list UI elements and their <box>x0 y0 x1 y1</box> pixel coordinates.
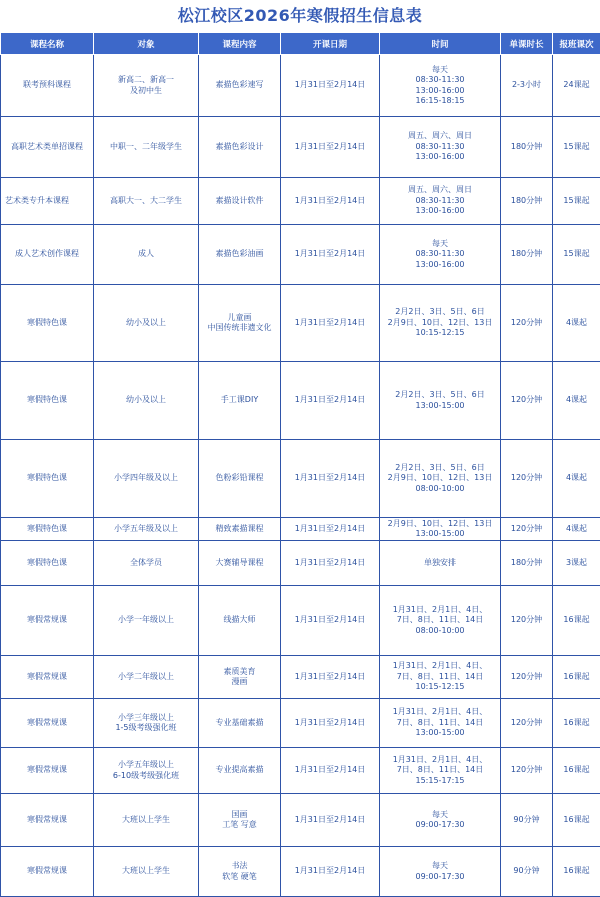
cell-duration: 180分钟 <box>501 117 553 178</box>
cell-sessions: 15课起 <box>553 117 600 178</box>
cell-target: 小学二年级以上 <box>94 656 199 699</box>
cell-date: 1月31日至2月14日 <box>281 794 380 847</box>
cell-time: 1月31日、2月1日、4日、 7日、8日、11日、14日 13:00-15:00 <box>380 699 501 748</box>
cell-content: 素描色彩速写 <box>199 55 281 117</box>
cell-sessions: 4课起 <box>553 518 600 541</box>
table-row <box>1 117 600 178</box>
cell-date: 1月31日至2月14日 <box>281 656 380 699</box>
cell-time: 2月2日、3日、5日、6日 13:00-15:00 <box>380 362 501 440</box>
cell-time: 2月2日、3日、5日、6日 2月9日、10日、12日、13日 08:00-10:00 <box>380 440 501 518</box>
cell-course-name: 寒假特色课 <box>1 285 94 362</box>
cell-duration: 120分钟 <box>501 518 553 541</box>
cell-content: 精致素描课程 <box>199 518 281 541</box>
cell-target: 小学四年级及以上 <box>94 440 199 518</box>
table-row <box>1 225 600 285</box>
cell-sessions: 24课起 <box>553 55 600 117</box>
cell-duration: 180分钟 <box>501 178 553 225</box>
cell-content: 专业基础素描 <box>199 699 281 748</box>
cell-date: 1月31日至2月14日 <box>281 55 380 117</box>
cell-target: 中职一、二年级学生 <box>94 117 199 178</box>
table-row <box>1 178 600 225</box>
cell-course-name: 高职艺术类单招课程 <box>1 117 94 178</box>
cell-course-name: 寒假常规课 <box>1 699 94 748</box>
cell-duration: 120分钟 <box>501 656 553 699</box>
page-title: 松江校区2026年寒假招生信息表 <box>0 0 600 32</box>
cell-course-name: 艺术类专升本课程 <box>1 178 94 225</box>
cell-content: 素描色彩油画 <box>199 225 281 285</box>
cell-time: 每天 09:00-17:30 <box>380 847 501 897</box>
header-sessions: 报班课次 <box>553 33 600 55</box>
cell-content: 素描设计软件 <box>199 178 281 225</box>
cell-time: 周五、周六、周日 08:30-11:30 13:00-16:00 <box>380 178 501 225</box>
cell-target: 小学三年级以上 1-5级考级强化班 <box>94 699 199 748</box>
cell-content: 儿童画 中国传统非遗文化 <box>199 285 281 362</box>
table-row <box>1 55 600 117</box>
cell-content: 色粉彩铅课程 <box>199 440 281 518</box>
table-row <box>1 699 600 748</box>
header-time: 时间 <box>380 33 501 55</box>
cell-target: 大班以上学生 <box>94 847 199 897</box>
cell-time: 每天 09:00-17:30 <box>380 794 501 847</box>
cell-time: 单独安排 <box>380 541 501 586</box>
header-course-name: 课程名称 <box>1 33 94 55</box>
cell-date: 1月31日至2月14日 <box>281 748 380 794</box>
cell-time: 每天 08:30-11:30 13:00-16:00 <box>380 225 501 285</box>
cell-time: 每天 08:30-11:30 13:00-16:00 16:15-18:15 <box>380 55 501 117</box>
cell-date: 1月31日至2月14日 <box>281 285 380 362</box>
cell-date: 1月31日至2月14日 <box>281 178 380 225</box>
cell-duration: 120分钟 <box>501 440 553 518</box>
table-row <box>1 586 600 656</box>
cell-target: 新高二、新高一 及初中生 <box>94 55 199 117</box>
cell-course-name: 寒假常规课 <box>1 748 94 794</box>
cell-target: 高职大一、大二学生 <box>94 178 199 225</box>
cell-target: 大班以上学生 <box>94 794 199 847</box>
cell-course-name: 成人艺术创作课程 <box>1 225 94 285</box>
cell-duration: 180分钟 <box>501 225 553 285</box>
cell-date: 1月31日至2月14日 <box>281 518 380 541</box>
cell-time: 周五、周六、周日 08:30-11:30 13:00-16:00 <box>380 117 501 178</box>
cell-duration: 120分钟 <box>501 699 553 748</box>
cell-time: 2月9日、10日、12日、13日 13:00-15:00 <box>380 518 501 541</box>
cell-course-name: 联考预科课程 <box>1 55 94 117</box>
cell-course-name: 寒假特色课 <box>1 362 94 440</box>
cell-duration: 90分钟 <box>501 847 553 897</box>
cell-date: 1月31日至2月14日 <box>281 440 380 518</box>
cell-duration: 180分钟 <box>501 541 553 586</box>
cell-sessions: 3课起 <box>553 541 600 586</box>
cell-content: 素质美育 漫画 <box>199 656 281 699</box>
cell-target: 幼小及以上 <box>94 362 199 440</box>
table-row <box>1 656 600 699</box>
cell-sessions: 16课起 <box>553 794 600 847</box>
cell-time: 1月31日、2月1日、4日、 7日、8日、11日、14日 10:15-12:15 <box>380 656 501 699</box>
header-target: 对象 <box>94 33 199 55</box>
cell-content: 素描色彩设计 <box>199 117 281 178</box>
cell-time: 1月31日、2月1日、4日、 7日、8日、11日、14日 15:15-17:15 <box>380 748 501 794</box>
cell-duration: 120分钟 <box>501 362 553 440</box>
header-duration: 单课时长 <box>501 33 553 55</box>
cell-date: 1月31日至2月14日 <box>281 362 380 440</box>
cell-sessions: 15课起 <box>553 178 600 225</box>
cell-content: 专业提高素描 <box>199 748 281 794</box>
cell-course-name: 寒假特色课 <box>1 518 94 541</box>
cell-time: 2月2日、3日、5日、6日 2月9日、10日、12日、13日 10:15-12:15 <box>380 285 501 362</box>
cell-content: 手工课DIY <box>199 362 281 440</box>
table-row <box>1 794 600 847</box>
cell-duration: 2-3小时 <box>501 55 553 117</box>
cell-content: 书法 软笔 硬笔 <box>199 847 281 897</box>
table-row <box>1 440 600 518</box>
header-content: 课程内容 <box>199 33 281 55</box>
cell-sessions: 16课起 <box>553 748 600 794</box>
cell-date: 1月31日至2月14日 <box>281 541 380 586</box>
cell-target: 小学五年级及以上 <box>94 518 199 541</box>
cell-date: 1月31日至2月14日 <box>281 225 380 285</box>
cell-sessions: 16课起 <box>553 586 600 656</box>
cell-sessions: 15课起 <box>553 225 600 285</box>
cell-sessions: 16课起 <box>553 656 600 699</box>
cell-duration: 90分钟 <box>501 794 553 847</box>
cell-content: 大赛辅导课程 <box>199 541 281 586</box>
cell-sessions: 16课起 <box>553 699 600 748</box>
cell-target: 成人 <box>94 225 199 285</box>
cell-duration: 120分钟 <box>501 748 553 794</box>
cell-course-name: 寒假特色课 <box>1 541 94 586</box>
cell-time: 1月31日、2月1日、4日、 7日、8日、11日、14日 08:00-10:00 <box>380 586 501 656</box>
cell-course-name: 寒假常规课 <box>1 847 94 897</box>
cell-sessions: 4课起 <box>553 285 600 362</box>
table-row <box>1 362 600 440</box>
cell-date: 1月31日至2月14日 <box>281 117 380 178</box>
table-row <box>1 285 600 362</box>
cell-course-name: 寒假特色课 <box>1 440 94 518</box>
header-start-date: 开课日期 <box>281 33 380 55</box>
enrollment-table <box>0 32 600 897</box>
cell-date: 1月31日至2月14日 <box>281 699 380 748</box>
cell-sessions: 16课起 <box>553 847 600 897</box>
cell-content: 线描大师 <box>199 586 281 656</box>
table-row <box>1 518 600 541</box>
table-header-row <box>1 33 600 55</box>
cell-sessions: 4课起 <box>553 440 600 518</box>
cell-target: 全体学员 <box>94 541 199 586</box>
table-row <box>1 541 600 586</box>
cell-course-name: 寒假常规课 <box>1 586 94 656</box>
cell-date: 1月31日至2月14日 <box>281 847 380 897</box>
table-row <box>1 847 600 897</box>
cell-content: 国画 工笔 写意 <box>199 794 281 847</box>
table-row <box>1 748 600 794</box>
cell-target: 小学一年级以上 <box>94 586 199 656</box>
cell-course-name: 寒假常规课 <box>1 794 94 847</box>
cell-sessions: 4课起 <box>553 362 600 440</box>
cell-course-name: 寒假常规课 <box>1 656 94 699</box>
cell-date: 1月31日至2月14日 <box>281 586 380 656</box>
cell-target: 幼小及以上 <box>94 285 199 362</box>
cell-duration: 120分钟 <box>501 285 553 362</box>
cell-duration: 120分钟 <box>501 586 553 656</box>
cell-target: 小学五年级以上 6-10级考级强化班 <box>94 748 199 794</box>
